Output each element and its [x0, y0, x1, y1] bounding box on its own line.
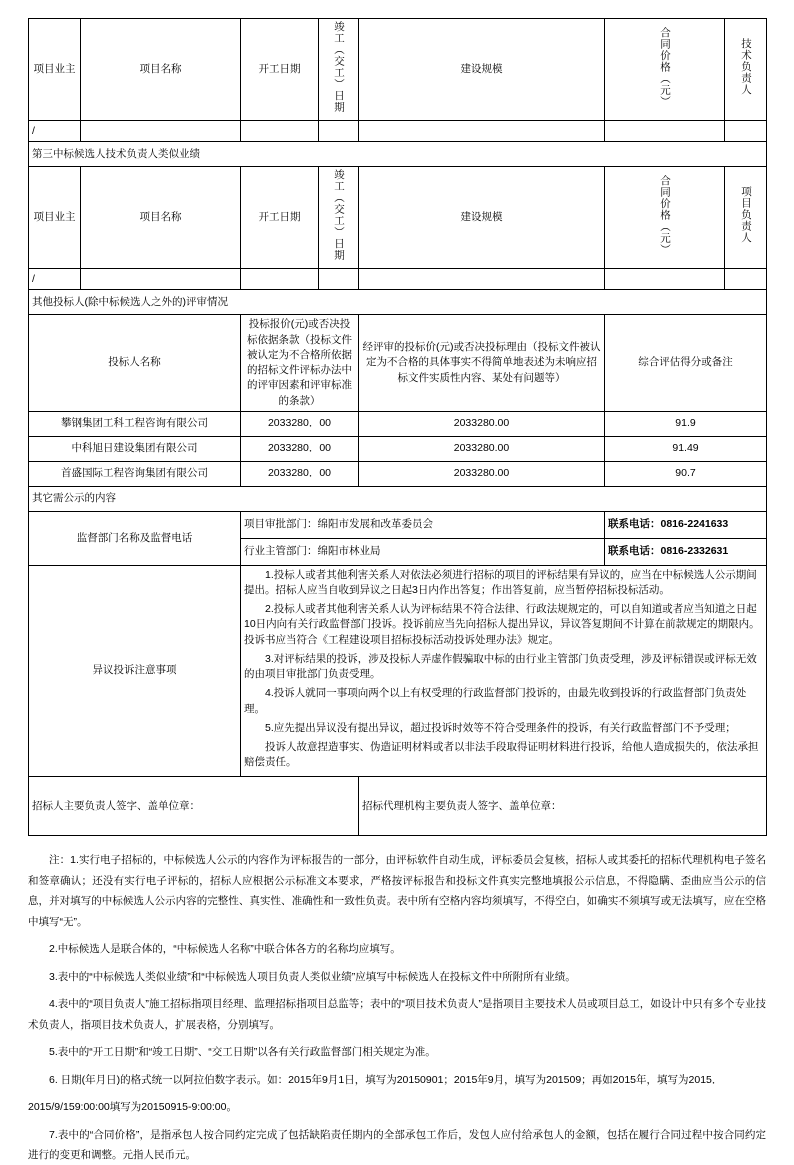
empty-project-name-1: [81, 121, 241, 142]
bidder-price: 2033280．00: [241, 461, 359, 486]
objection-item: 投诉人故意捏造事实、伪造证明材料或者以非法手段取得证明材料进行投诉，给他人造成损失的，依法承担赔偿责任。: [244, 740, 759, 769]
section-other-bidders-label: 其他投标人(除中标候选人之外的)评审情况: [29, 290, 767, 315]
bidder-name: 攀钢集团工科工程咨询有限公司: [29, 411, 241, 436]
objection-item: 3.对评标结果的投诉，涉及投标人弄虚作假骗取中标的由行业主管部门负责受理，涉及评标错误或评标无效的由项目审批部门负责受理。: [244, 652, 757, 681]
section-third-candidate-label: 第三中标候选人技术负责人类似业绩: [29, 142, 767, 167]
section-other-bidders-row: [29, 290, 767, 315]
objection-label: 异议投诉注意事项: [29, 565, 241, 777]
bidder-review-price: 2033280.00: [359, 436, 605, 461]
header-owner-2: 项目业主: [29, 167, 81, 269]
notes-section: [28, 850, 766, 1165]
objection-row: [29, 565, 767, 777]
objection-item: 1.投标人或者其他利害关系人对依法必须进行招标的项目的评标结果有异议的，应当在中标候选人公示期间提出。招标人应当自收到异议之日起3日内作出答复；作出答复前，应当暂停招标投标活动。: [244, 568, 757, 596]
objection-item: 4.投诉人就同一事项向两个以上有权受理的行政监督部门投诉的，由最先收到投诉的行政监督部门负责处理。: [244, 687, 747, 715]
bidder-score: 91.49: [605, 436, 767, 461]
signature-row: [29, 777, 767, 836]
supervise-row-1: [29, 511, 767, 538]
header-start-date-2: 开工日期: [241, 167, 319, 269]
empty-scale-2: [359, 269, 605, 290]
bidder-header-name: 投标人名称: [29, 315, 241, 411]
empty-owner-1: /: [29, 121, 81, 142]
empty-owner-2: /: [29, 269, 81, 290]
header-contract-price-2: 合同价格（元）: [605, 167, 725, 269]
bid-result-table: [28, 18, 767, 836]
empty-start-date-1: [241, 121, 319, 142]
empty-start-date-2: [241, 269, 319, 290]
bidder-header-row: [29, 315, 767, 411]
empty-contract-price-1: [605, 121, 725, 142]
bidder-review-price: 2033280.00: [359, 411, 605, 436]
bidder-header-review-price: 经评审的投标价(元)或否决投标理由（投标文件被认定为不合格的具体事实不得简单地表述为未响应招标文件实质性内容、某处有问题等）: [359, 315, 605, 411]
empty-data-row-2: [29, 269, 767, 290]
note-item: 3.表中的“中标候选人类似业绩”和“中标候选人项目负责人类似业绩”应填写中标候选人在投标文件中所附所有业绩。: [49, 970, 576, 983]
table-row: [29, 461, 767, 486]
bidder-score: 91.9: [605, 411, 767, 436]
supervise-label: 监督部门名称及监督电话: [29, 511, 241, 565]
objection-item: 2.投标人或者其他利害关系人认为评标结果不符合法律、行政法规规定的，可以自知道或者应当知道之日起10日内向有关行政监督部门投诉。投诉前应当先向招标人提出异议，异议答复期间不计算在前款规定的期限内。投诉书应当符合《工程建设项目招标投标活动投诉处理办法》规定。: [244, 603, 760, 646]
supervise-dept-1: 项目审批部门：绵阳市发展和改革委员会: [241, 511, 605, 538]
bidder-name: 首盛国际工程咨询集团有限公司: [29, 461, 241, 486]
empty-tech-leader-1: [725, 121, 767, 142]
similar-performance-header-row-2: [29, 167, 767, 269]
supervise-phone-2: 联系电话：0816-2332631: [605, 538, 767, 565]
note-item: 6. 日期(年月日)的格式统一以阿拉伯数字表示。如：2015年9月1日，填写为20150901；2015年9月，填写为201509；再如2015年，填写为2015．: [49, 1073, 723, 1086]
header-project-name-1: 项目名称: [81, 19, 241, 121]
empty-project-name-2: [81, 269, 241, 290]
empty-data-row-1: [29, 121, 767, 142]
similar-performance-header-row-1: [29, 19, 767, 121]
table-row: [29, 436, 767, 461]
section-other-publish-label: 其它需公示的内容: [29, 486, 767, 511]
empty-contract-price-2: [605, 269, 725, 290]
header-complete-date-1: 竣工（交工）日期: [319, 19, 359, 121]
empty-complete-date-2: [319, 269, 359, 290]
note-item: 4.表中的“项目负责人”施工招标指项目经理、监理招标指项目总监等；表中的“项目技术负责人”是指项目主要技术人员或项目总工，如设计中只有多个专业技术负责人，指项目技术负责人，扩展表格，分别填写。: [28, 998, 766, 1031]
note-item: 5.表中的“开工日期”和“竣工日期”、“交工日期”以各有关行政监督部门相关规定为准。: [49, 1046, 436, 1059]
note-item: 7.表中的“合同价格”，是指承包人按合同约定完成了包括缺陷责任期内的全部承包工作后，发包人应付给承包人的金额，包括在履行合同过程中按合同约定进行的变更和调整。元指人民币元。: [28, 1128, 766, 1161]
bidder-score: 90.7: [605, 461, 767, 486]
note-item: 2.中标候选人是联合体的，“中标候选人名称”中联合体各方的名称均应填写。: [49, 943, 401, 956]
empty-complete-date-1: [319, 121, 359, 142]
section-other-publish-row: [29, 486, 767, 511]
bidder-review-price: 2033280.00: [359, 461, 605, 486]
section-third-candidate-row: [29, 142, 767, 167]
note-item: 注：1.实行电子招标的，中标候选人公示的内容作为评标报告的一部分，由评标软件自动生成，评标委员会复核，招标人或其委托的招标代理机构电子签名和签章确认；还没有实行电子评标的，招标人应根据公示标准文本要求，严格按评标报告和投标文件真实完整地填报公示信息，不得隐瞒、歪曲应当公示的信息，并对填写的中标候选人公示内容的完整性、真实性、准确性和一致性负责。表中所有空格内容均须填写，不得空白，如确实不须填写或无法填写，应在空格中填写“无”。: [28, 854, 766, 928]
bidder-price: 2033280．00: [241, 436, 359, 461]
bidder-price: 2033280．00: [241, 411, 359, 436]
header-scale-2: 建设规模: [359, 167, 605, 269]
bidder-header-score: 综合评估得分或备注: [605, 315, 767, 411]
header-contract-price-1: 合同价格（元）: [605, 19, 725, 121]
bidder-header-price: 投标报价(元)或否决投标依据条款（投标文件被认定为不合格所依据的招标文件评标办法中的评审因素和评审标准的条款）: [241, 315, 359, 411]
header-scale-1: 建设规模: [359, 19, 605, 121]
empty-scale-1: [359, 121, 605, 142]
bidder-name: 中科旭日建设集团有限公司: [29, 436, 241, 461]
table-row: [29, 411, 767, 436]
objection-body: [241, 565, 767, 777]
signature-bidder-owner: 招标人主要负责人签字、盖单位章：: [29, 777, 359, 836]
header-complete-date-2: 竣工（交工）日期: [319, 167, 359, 269]
header-owner-1: 项目业主: [29, 19, 81, 121]
objection-item: 5.应先提出异议没有提出异议，超过投诉时效等不符合受理条件的投诉，有关行政监督部门不予受理；: [265, 721, 736, 734]
supervise-phone-1: 联系电话：0816-2241633: [605, 511, 767, 538]
signature-agency: 招标代理机构主要负责人签字、盖单位章：: [359, 777, 767, 836]
empty-project-leader-2: [725, 269, 767, 290]
supervise-dept-2: 行业主管部门：绵阳市林业局: [241, 538, 605, 565]
header-tech-leader-1: 技术负责人: [725, 19, 767, 121]
header-start-date-1: 开工日期: [241, 19, 319, 121]
note-item: 2015/9/159:00:00填写为20150915-9:00:00。: [28, 1101, 237, 1114]
header-project-name-2: 项目名称: [81, 167, 241, 269]
header-project-leader-2: 项目负责人: [725, 167, 767, 269]
